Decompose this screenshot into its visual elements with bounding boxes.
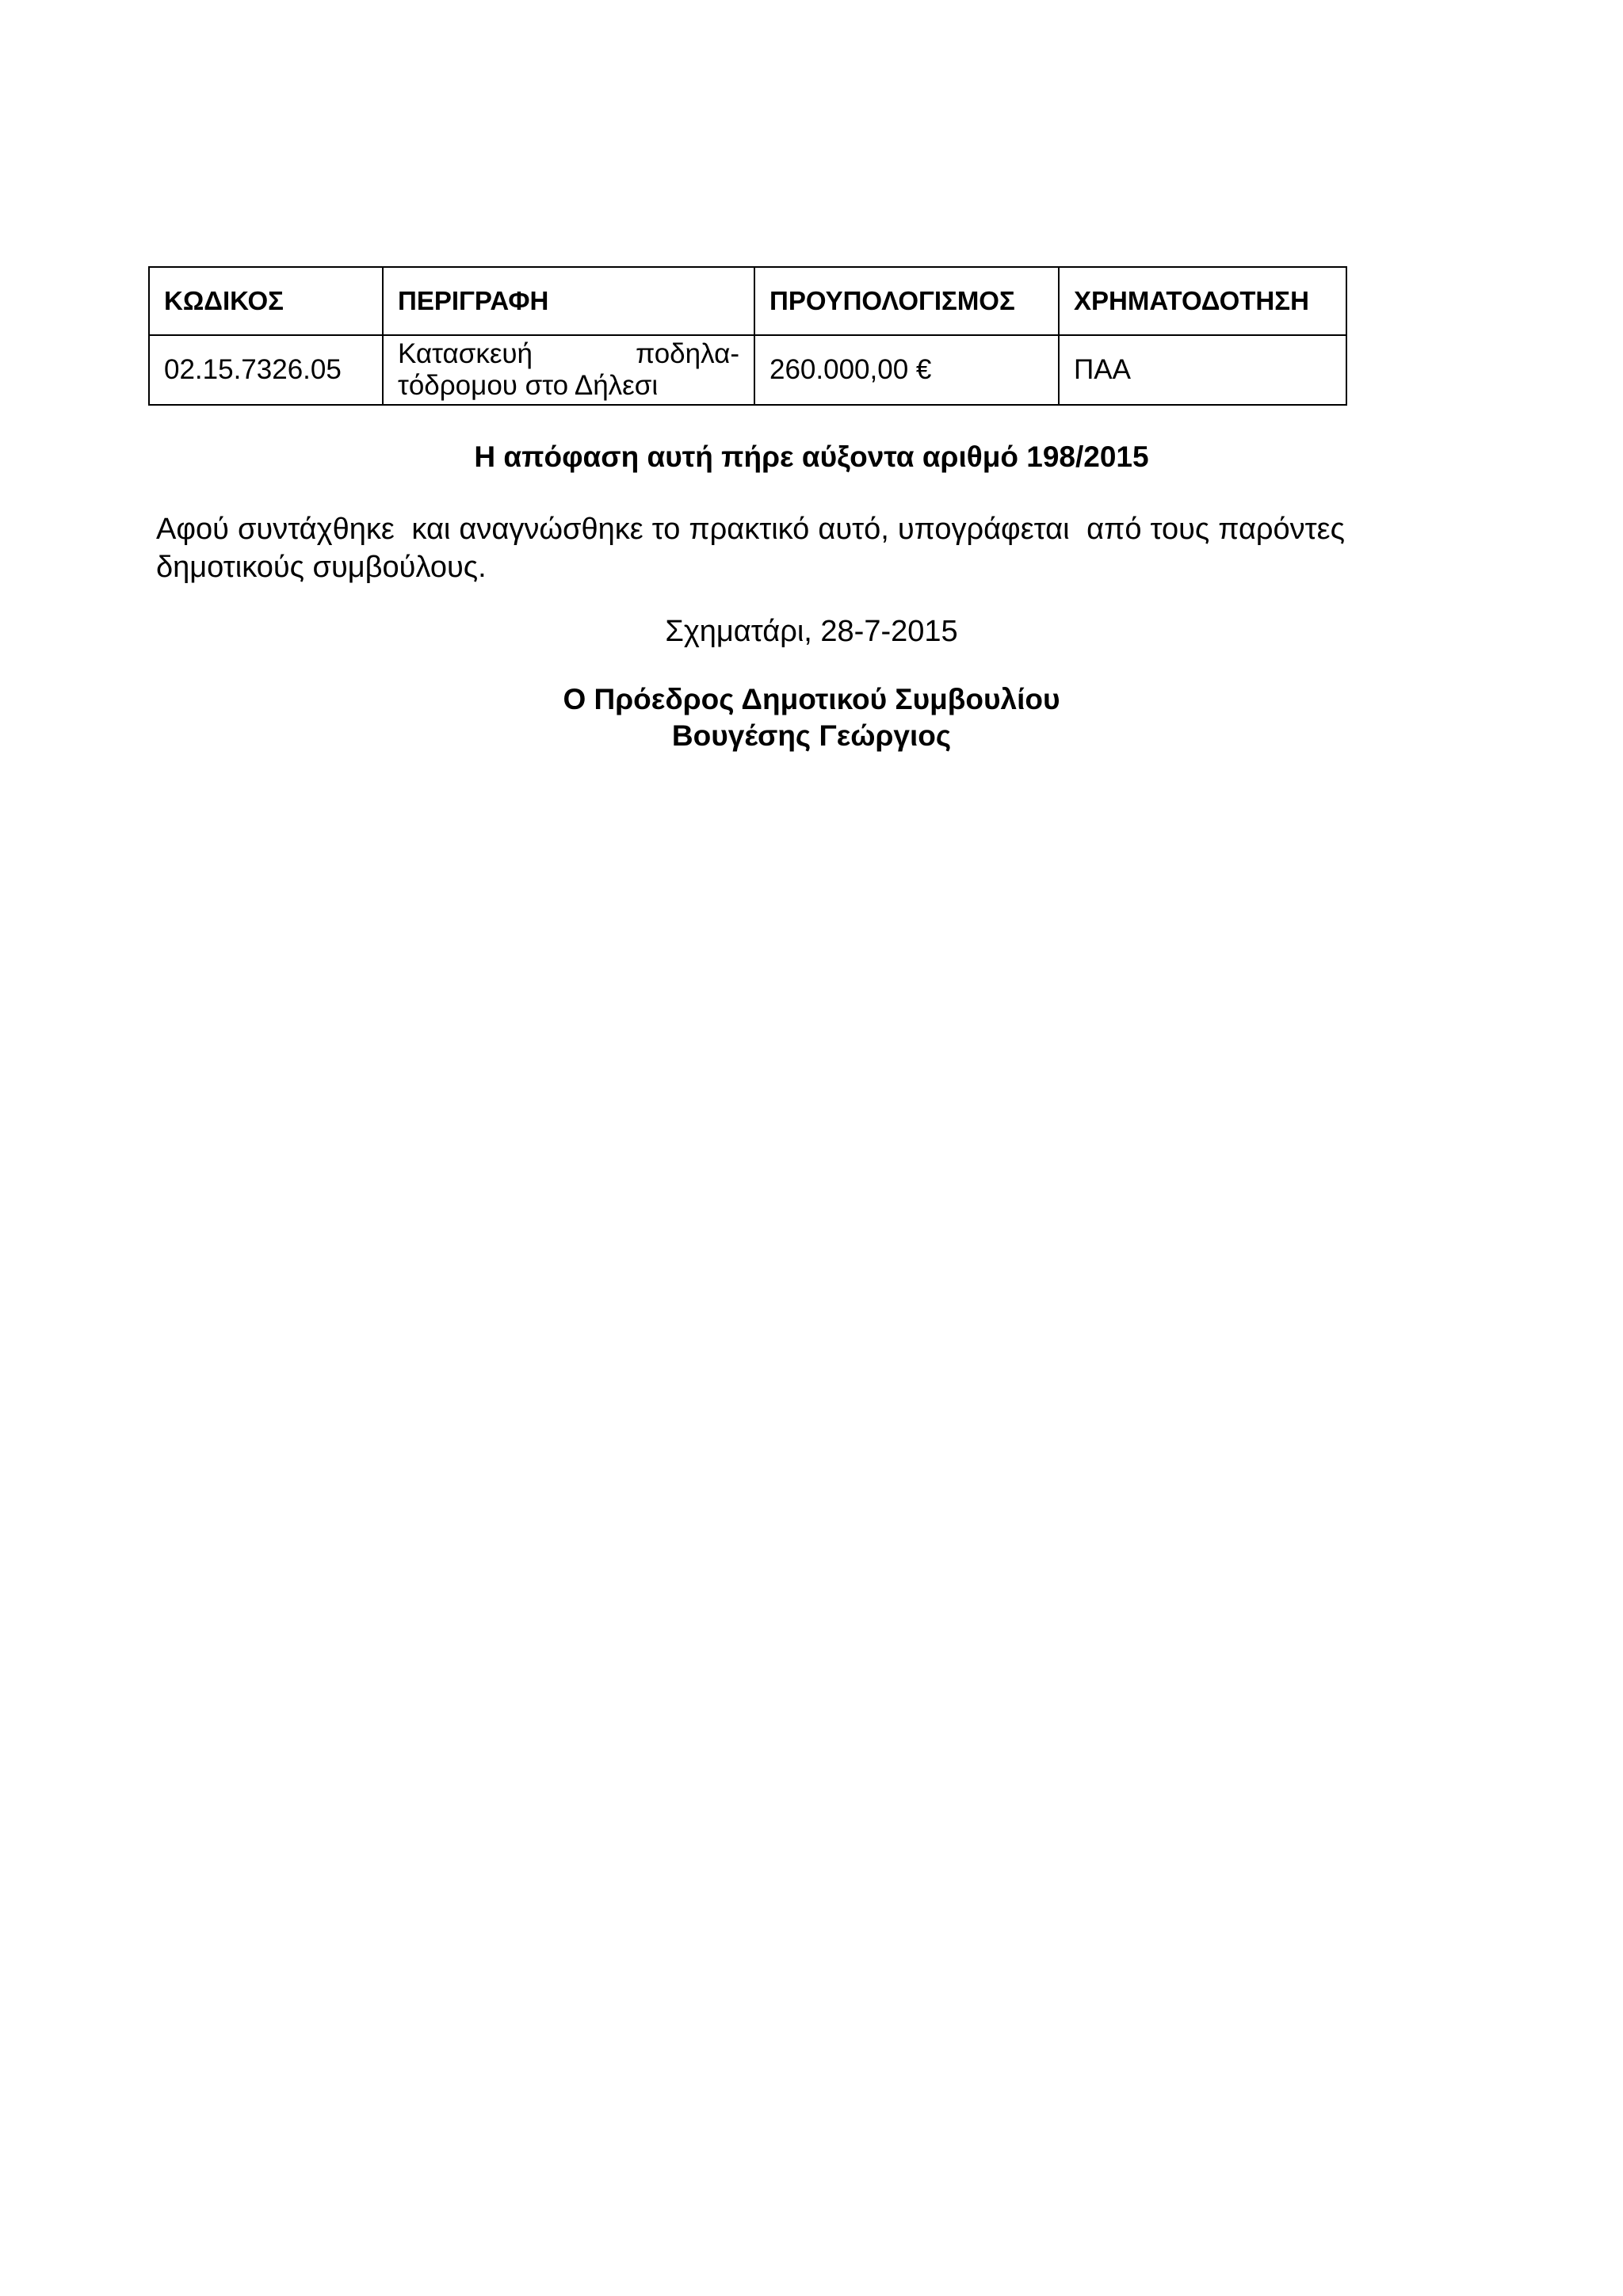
header-funding: ΧΡΗΜΑΤΟΔΟΤΗΣΗ [1059, 267, 1346, 335]
paragraph-word: Αφού [156, 513, 229, 546]
table-row [149, 335, 1346, 405]
cell-budget: 260.000,00 € [754, 335, 1059, 405]
budget-table [148, 266, 1347, 406]
paragraph-line-1 [156, 510, 1345, 548]
description-word-1: Κατασκευή [398, 338, 533, 369]
signature-block [0, 681, 1623, 754]
paragraph-word: παρόντες [1218, 513, 1345, 546]
paragraph-line-2: δημοτικούς συμβούλους. [156, 551, 487, 584]
table-header-row [149, 267, 1346, 335]
cell-funding: ΠΑΑ [1059, 335, 1346, 405]
paragraph-word: πρακτικό [689, 513, 810, 546]
paragraph-word: από [1078, 513, 1142, 546]
header-description: ΠΕΡΙΓΡΑΦΗ [383, 267, 754, 335]
paragraph-word: και [403, 513, 451, 546]
header-code: ΚΩΔΙΚΟΣ [149, 267, 383, 335]
place-date: Σχηματάρι, 28-7-2015 [665, 615, 958, 648]
signature-title: Ο Πρόεδρος Δημοτικού Συμβουλίου [563, 683, 1060, 715]
paragraph-word: αυτό, [818, 513, 889, 546]
closing-paragraph [156, 510, 1345, 586]
paragraph-word: αναγνώσθηκε [459, 513, 643, 546]
paragraph-word: τους [1150, 513, 1210, 546]
signature-name: Βουγέσης Γεώργιος [671, 719, 952, 752]
cell-code: 02.15.7326.05 [149, 335, 383, 405]
header-budget: ΠΡΟΥΠΟΛΟΓΙΣΜΟΣ [754, 267, 1059, 335]
description-line-2: τόδρομου στο Δήλεσι [398, 370, 659, 401]
description-line-1 [398, 338, 739, 370]
paragraph-word: το [651, 513, 681, 546]
paragraph-word: συντάχθηκε [237, 513, 395, 546]
paragraph-word: υπογράφεται [897, 513, 1070, 546]
decision-number: Η απόφαση αυτή πήρε αύξοντα αριθμό 198/2015 [474, 441, 1149, 473]
cell-description [383, 335, 754, 405]
description-word-2: ποδηλα- [636, 338, 739, 369]
